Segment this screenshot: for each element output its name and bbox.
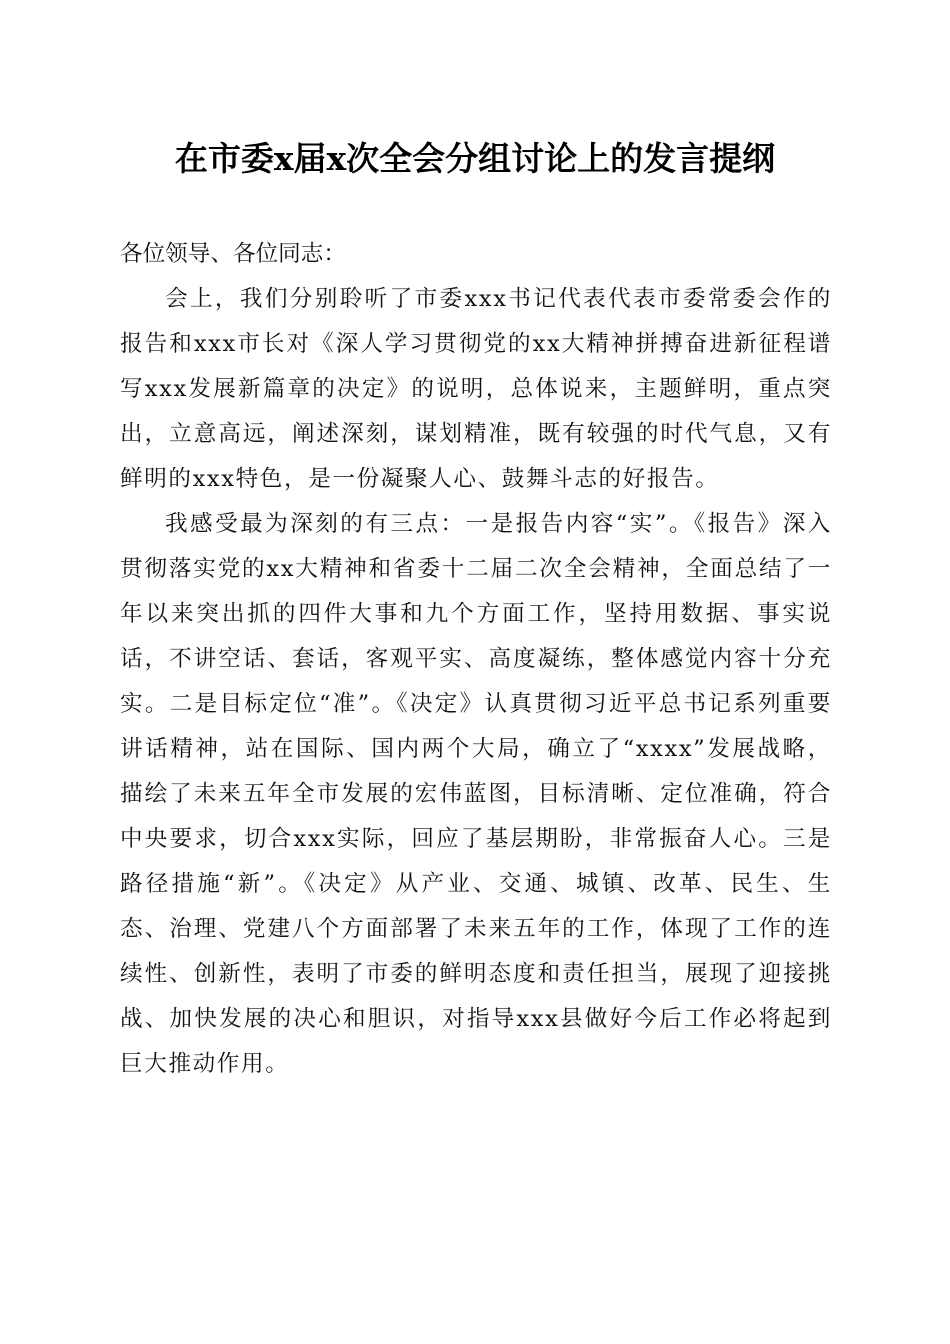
document-title: 在市委x届x次全会分组讨论上的发言提纲 — [174, 139, 776, 178]
document-body — [120, 232, 832, 1087]
paragraph-three-points: 我感受最为深刻的有三点：一是报告内容“实”。《报告》深入贯彻落实党的xx大精神和省委十二届二次全会精神，全面总结了一年以来突出抓的四件大事和九个方面工作，坚持用数据、事实说话，不讲空话、套话，客观平实、高度凝练，整体感觉内容十分充实。二是目标定位“准”。《决定》认真贯彻习近平总书记系列重要讲话精神，站在国际、国内两个大局，确立了“xxxx”发展战略，描绘了未来五年全市发展的宏伟蓝图，目标清晰、定位准确，符合中央要求，切合xxx实际，回应了基层期盼，非常振奋人心。三是路径措施“新”。《决定》从产业、交通、城镇、改革、民生、生态、治理、党建八个方面部署了未来五年的工作，体现了工作的连续性、创新性，表明了市委的鲜明态度和责任担当，展现了迎接挑战、加快发展的决心和胆识，对指导xxx县做好今后工作必将起到巨大推动作用。 — [120, 511, 832, 1077]
salutation: 各位领导、各位同志： — [120, 241, 346, 267]
paragraph-opening: 会上，我们分别聆听了市委xxx书记代表代表市委常委会作的报告和xxx市长对《深人学习贯彻党的xx大精神拼搏奋进新征程谱写xxx发展新篇章的决定》的说明，总体说来，主题鲜明，重点突出，立意高远，阐述深刻，谋划精准，既有较强的时代气息，又有鲜明的xxx特色，是一份凝聚人心、鼓舞斗志的好报告。 — [120, 286, 832, 492]
